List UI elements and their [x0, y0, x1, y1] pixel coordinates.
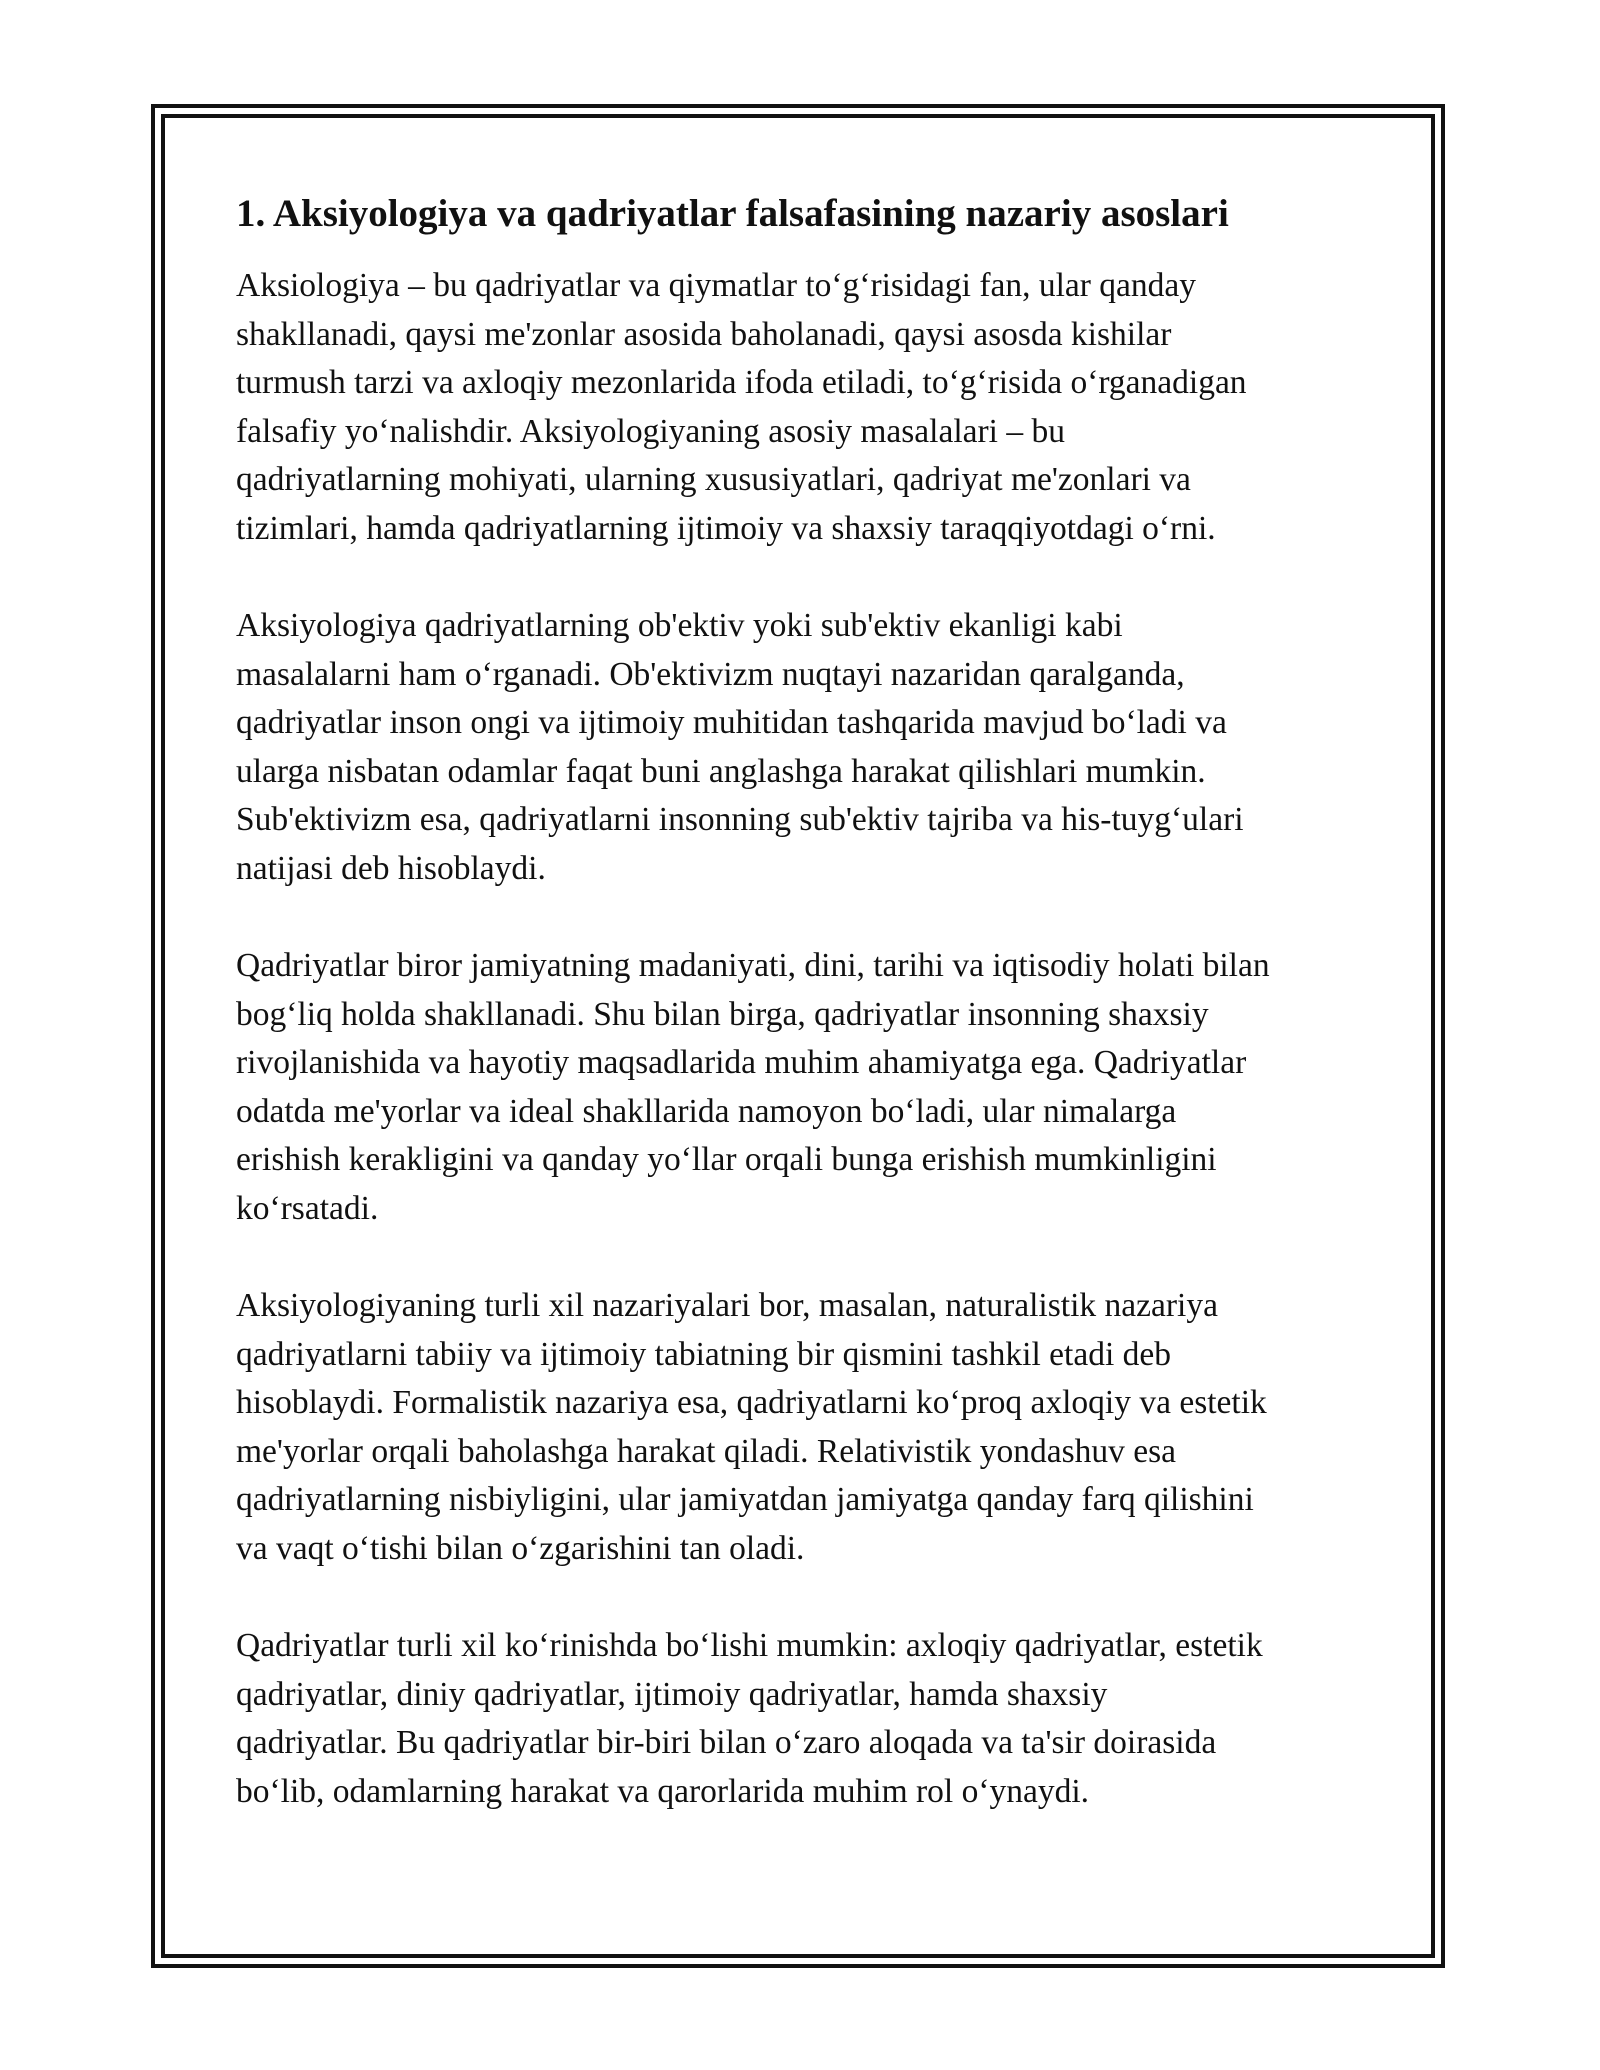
- paragraph-2: [236, 602, 1386, 893]
- paragraph-1: [236, 262, 1386, 553]
- text-line: qadriyatlarning mohiyati, ularning xususiyatlari, qadriyat me'zonlari va: [236, 461, 1191, 498]
- text-line: Aksiyologiyaning turli xil nazariyalari bor, masalan, naturalistik nazariya: [236, 1287, 1218, 1324]
- paragraph-5: [236, 1622, 1386, 1816]
- text-line: tizimlari, hamda qadriyatlarning ijtimoiy va shaxsiy taraqqiyotdagi o‘rni.: [236, 509, 1216, 547]
- text-line: rivojlanishida va hayotiy maqsadlarida muhim ahamiyatga ega. Qadriyatlar: [236, 1044, 1247, 1081]
- text-line: erishish kerakligini va qanday yo‘llar orqali bunga erishish mumkinligini: [236, 1141, 1217, 1178]
- text-line: Qadriyatlar turli xil ko‘rinishda bo‘lishi mumkin: axloqiy qadriyatlar, estetik: [236, 1627, 1263, 1664]
- text-line: Qadriyatlar biror jamiyatning madaniyati, dini, tarihi va iqtisodiy holati bilan: [236, 947, 1270, 984]
- text-line: masalalarni ham o‘rganadi. Ob'ektivizm nuqtayi nazaridan qaralganda,: [236, 655, 1185, 693]
- text-line: ularga nisbatan odamlar faqat buni anglashga harakat qilishlari mumkin.: [236, 752, 1206, 790]
- text-line: qadriyatlarni tabiiy va ijtimoiy tabiatning bir qismini tashkil etadi deb: [236, 1335, 1172, 1373]
- text-line: va vaqt o‘tishi bilan o‘zgarishini tan oladi.: [236, 1529, 805, 1567]
- text-line: bog‘liq holda shakllanadi. Shu bilan birga, qadriyatlar insonning shaxsiy: [236, 995, 1209, 1033]
- paragraph-3: [236, 942, 1386, 1233]
- text-line: Aksiyologiya qadriyatlarning ob'ektiv yoki sub'ektiv ekanligi kabi: [236, 607, 1123, 644]
- text-line: hisoblaydi. Formalistik nazariya esa, qadriyatlarni ko‘proq axloqiy va estetik: [236, 1384, 1267, 1421]
- text-line: natijasi deb hisoblaydi.: [236, 849, 546, 887]
- text-line: qadriyatlar, diniy qadriyatlar, ijtimoiy qadriyatlar, hamda shaxsiy: [236, 1675, 1108, 1713]
- text-line: Aksiologiya – bu qadriyatlar va qiymatlar to‘g‘risidagi fan, ular qanday: [236, 267, 1197, 304]
- text-line: turmush tarzi va axloqiy mezonlarida ifoda etiladi, to‘g‘risida o‘rganadigan: [236, 364, 1247, 401]
- text-line: ko‘rsatadi.: [236, 1189, 379, 1227]
- document-body: [236, 186, 1386, 1865]
- text-line: bo‘lib, odamlarning harakat va qarorlarida muhim rol o‘ynaydi.: [236, 1772, 1090, 1810]
- paragraph-4: [236, 1282, 1386, 1573]
- text-line: me'yorlar orqali baholashga harakat qiladi. Relativistik yondashuv esa: [236, 1432, 1177, 1470]
- section-heading: 1. Aksiyologiya va qadriyatlar falsafasining nazariy asoslari: [236, 192, 1229, 235]
- text-line: qadriyatlar. Bu qadriyatlar bir-biri bilan o‘zaro aloqada va ta'sir doirasida: [236, 1724, 1217, 1761]
- text-line: odatda me'yorlar va ideal shakllarida namoyon bo‘ladi, ular nimalarga: [236, 1092, 1177, 1130]
- text-line: Sub'ektivizm esa, qadriyatlarni insonning sub'ektiv tajriba va his-tuyg‘ulari: [236, 801, 1244, 838]
- text-line: shakllanadi, qaysi me'zonlar asosida baholanadi, qaysi asosda kishilar: [236, 315, 1172, 353]
- text-line: falsafiy yo‘nalishdir. Aksiyologiyaning asosiy masalalari – bu: [236, 412, 1065, 450]
- text-line: qadriyatlar inson ongi va ijtimoiy muhitidan tashqarida mavjud bo‘ladi va: [236, 704, 1227, 741]
- text-line: qadriyatlarning nisbiyligini, ular jamiyatdan jamiyatga qanday farq qilishini: [236, 1481, 1254, 1518]
